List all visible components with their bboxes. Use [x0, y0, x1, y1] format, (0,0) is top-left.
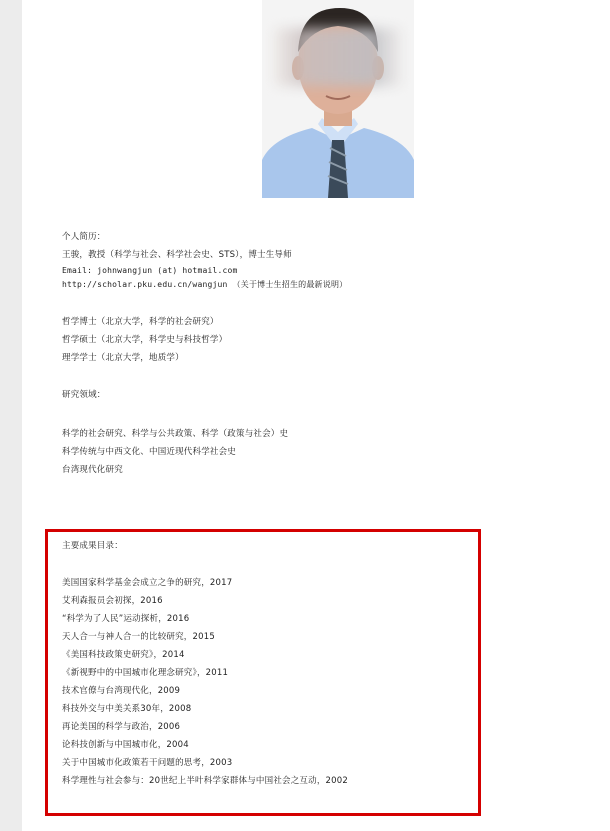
research-section: [62, 386, 106, 404]
publication-item: 《美国科技政策史研究》，2014: [62, 650, 185, 660]
publication-item: 再论美国的科学与政治，2006: [62, 722, 181, 732]
document-page: [22, 0, 610, 831]
bio-section: [62, 228, 347, 292]
privacy-blur: [274, 28, 402, 86]
research-item: 科学的社会研究、科学与公共政策、科学（政策与社会）史: [62, 429, 289, 439]
publication-item: 关于中国城市化政策若干问题的思考，2003: [62, 758, 233, 768]
publications-heading: 主要成果目录：: [62, 541, 123, 551]
research-item: 台湾现代化研究: [62, 465, 123, 475]
publication-item: 技术官僚与台湾现代化，2009: [62, 686, 181, 696]
publication-item: 天人合一与神人合一的比较研究，2015: [62, 632, 215, 642]
publication-item: 美国国家科学基金会成立之争的研究，2017: [62, 578, 233, 588]
degree-item: 哲学博士（北京大学，科学的社会研究）: [62, 317, 219, 327]
bio-heading: 个人简历：: [62, 232, 106, 242]
bio-url-line: http://scholar.pku.edu.cn/wangjun （关于博士生招生的最新说明）: [62, 280, 348, 289]
publication-item: 《新视野中的中国城市化理念研究》，2011: [62, 668, 229, 678]
left-gutter: [0, 0, 22, 831]
degree-item: 哲学硕士（北京大学，科学史与科技哲学）: [62, 335, 228, 345]
research-list: [62, 425, 288, 479]
bio-email-line: Email: johnwangjun (at) hotmail.com: [62, 266, 238, 275]
publication-item: “科学为了人民”运动探析，2016: [62, 614, 190, 624]
publication-item: 艾利森报员会初探，2016: [62, 596, 163, 606]
publication-item: 论科技创新与中国城市化，2004: [62, 740, 189, 750]
research-heading: 研究领域：: [62, 390, 106, 400]
bio-name-line: 王骏，教授（科学与社会、科学社会史、STS），博士生导师: [62, 250, 292, 260]
portrait-photo: [262, 0, 414, 198]
research-item: 科学传统与中西文化、中国近现代科学社会史: [62, 447, 237, 457]
highlight-box: [45, 529, 481, 816]
degree-item: 理学学士（北京大学，地质学）: [62, 353, 184, 363]
degrees-section: [62, 313, 227, 367]
publication-item: 科技外交与中美关系30年，2008: [62, 704, 192, 714]
publication-item: 科学理性与社会参与：20世纪上半叶科学家群体与中国社会之互动，2002: [62, 776, 348, 786]
